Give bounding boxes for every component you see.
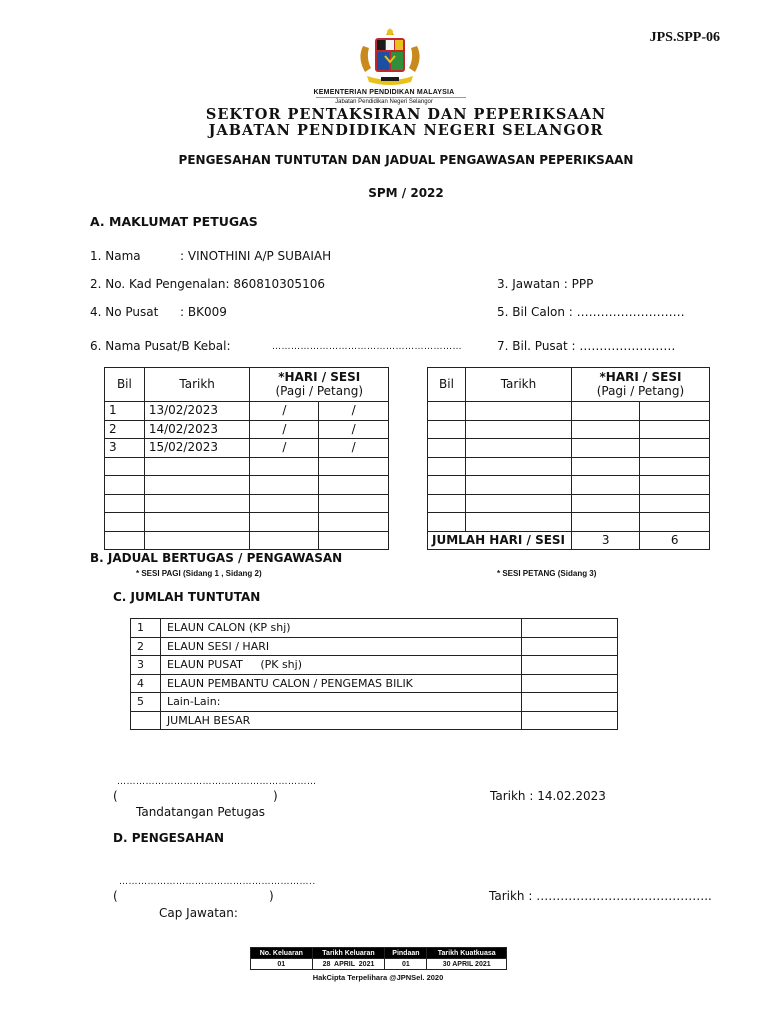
claim-no: 3 bbox=[131, 656, 161, 675]
paren-open: ( bbox=[113, 789, 118, 803]
claim-no: 1 bbox=[131, 619, 161, 638]
bil-pusat: 7. Bil. Pusat : …………………… bbox=[497, 339, 676, 353]
empty-row bbox=[428, 476, 710, 495]
row-petang: / bbox=[319, 439, 389, 458]
nama-pusat-label: 6. Nama Pusat/B Kebal: bbox=[90, 339, 231, 353]
cap-label: Cap Jawatan: bbox=[159, 906, 238, 920]
row-pagi: / bbox=[250, 420, 319, 439]
bil-calon: 5. Bil Calon : ……………………… bbox=[497, 305, 685, 319]
signature-label: Tandatangan Petugas bbox=[136, 805, 266, 819]
row-bil: 3 bbox=[105, 439, 145, 458]
table-header-row bbox=[428, 368, 710, 402]
schedule-table-left bbox=[104, 367, 389, 550]
table-row bbox=[131, 619, 618, 638]
claim-amount bbox=[522, 619, 618, 638]
claim-amount bbox=[522, 693, 618, 712]
row-tarikh: 14/02/2023 bbox=[144, 420, 250, 439]
empty-row bbox=[428, 457, 710, 476]
claim-amount bbox=[522, 711, 618, 730]
pagi-petang-label: (Pagi / Petang) bbox=[275, 384, 363, 398]
empty-row bbox=[428, 402, 710, 421]
table-row bbox=[131, 637, 618, 656]
empty-row bbox=[105, 513, 389, 532]
footer-value: 01 bbox=[251, 959, 313, 970]
nama-label: 1. Nama bbox=[90, 249, 141, 263]
table-row bbox=[131, 674, 618, 693]
col-bil: Bil bbox=[428, 368, 466, 402]
footer-header: No. Keluaran bbox=[251, 948, 313, 959]
note-pagi: * SESI PAGI (Sidang 1 , Sidang 2) bbox=[136, 569, 262, 578]
row-petang: / bbox=[319, 402, 389, 421]
claim-label: ELAUN SESI / HARI bbox=[160, 637, 521, 656]
empty-row bbox=[105, 457, 389, 476]
footer-value: 28 APRIL 2021 bbox=[312, 959, 385, 970]
footer-header-row bbox=[251, 948, 507, 959]
col-tarikh: Tarikh bbox=[144, 368, 250, 402]
pagi-petang-label: (Pagi / Petang) bbox=[596, 384, 685, 398]
total-petang: 6 bbox=[640, 531, 710, 550]
copyright: HakCipta Terpelihara @JPNSel. 2020 bbox=[312, 973, 444, 982]
pusat-label: 4. No Pusat bbox=[90, 305, 159, 319]
nama-pusat-value: …………………………………………………… bbox=[272, 342, 462, 352]
nama-value: : VINOTHINI A/P SUBAIAH bbox=[180, 249, 332, 263]
sector-title-line2: JABATAN PENDIDIKAN NEGERI SELANGOR bbox=[208, 122, 604, 139]
paren-close: ) bbox=[273, 789, 278, 803]
signature-line: ……………………………………………………… bbox=[117, 777, 317, 787]
pengesahan-date: Tarikh : …………………………………….. bbox=[489, 889, 712, 903]
malaysia-coat-of-arms-icon bbox=[355, 26, 425, 88]
table-row bbox=[105, 439, 389, 458]
table-header-row bbox=[105, 368, 389, 402]
section-a-heading: A. MAKLUMAT PETUGAS bbox=[90, 214, 258, 229]
document-code: JPS.SPP-06 bbox=[649, 30, 720, 45]
claim-amount bbox=[522, 674, 618, 693]
ministry-name: KEMENTERIAN PENDIDIKAN MALAYSIA bbox=[313, 89, 455, 96]
row-pagi: / bbox=[250, 402, 319, 421]
footer-header: Pindaan bbox=[385, 948, 427, 959]
col-tarikh: Tarikh bbox=[465, 368, 571, 402]
section-b-heading: B. JADUAL BERTUGAS / PENGAWASAN bbox=[90, 551, 343, 565]
claim-label: Lain-Lain: bbox=[160, 693, 521, 712]
department-small: Jabatan Pendidikan Negeri Selangor bbox=[335, 99, 433, 105]
row-tarikh: 15/02/2023 bbox=[144, 439, 250, 458]
col-hari-sesi bbox=[250, 368, 389, 402]
issue-info-table bbox=[250, 947, 507, 970]
table-row bbox=[131, 693, 618, 712]
empty-row bbox=[428, 494, 710, 513]
hari-sesi-label: *HARI / SESI bbox=[278, 370, 361, 384]
ministry-divider bbox=[316, 97, 466, 98]
row-pagi: / bbox=[250, 439, 319, 458]
claim-label: ELAUN CALON (KP shj) bbox=[160, 619, 521, 638]
note-petang: * SESI PETANG (Sidang 3) bbox=[497, 569, 597, 578]
section-c-heading: C. JUMLAH TUNTUTAN bbox=[113, 590, 261, 604]
footer-value: 01 bbox=[385, 959, 427, 970]
claim-amount bbox=[522, 656, 618, 675]
row-tarikh: 13/02/2023 bbox=[144, 402, 250, 421]
schedule-table-right bbox=[427, 367, 710, 550]
col-bil: Bil bbox=[105, 368, 145, 402]
claim-no: 5 bbox=[131, 693, 161, 712]
footer-header: Tarikh Kuatkuasa bbox=[427, 948, 507, 959]
document-title: PENGESAHAN TUNTUTAN DAN JADUAL PENGAWASAN PEPERIKSAAN bbox=[178, 153, 634, 167]
table-row bbox=[131, 656, 618, 675]
total-row bbox=[428, 531, 710, 550]
footer-value: 30 APRIL 2021 bbox=[427, 959, 507, 970]
claim-label: JUMLAH BESAR bbox=[160, 711, 521, 730]
row-bil: 2 bbox=[105, 420, 145, 439]
empty-row bbox=[105, 476, 389, 495]
claim-no bbox=[131, 711, 161, 730]
row-petang: / bbox=[319, 420, 389, 439]
claim-amount bbox=[522, 637, 618, 656]
empty-row bbox=[428, 439, 710, 458]
footer-header: Tarikh Keluaran bbox=[312, 948, 385, 959]
footer-value-row bbox=[251, 959, 507, 970]
cap-line: …………………………………………………….. bbox=[119, 877, 316, 887]
paren-close: ) bbox=[269, 889, 274, 903]
row-bil: 1 bbox=[105, 402, 145, 421]
claims-table bbox=[130, 618, 618, 730]
sector-title-line1: SEKTOR PENTAKSIRAN DAN PEPERIKSAAN bbox=[205, 106, 607, 123]
empty-row bbox=[105, 494, 389, 513]
hari-sesi-label: *HARI / SESI bbox=[599, 370, 682, 384]
total-pagi: 3 bbox=[571, 531, 640, 550]
empty-row bbox=[428, 513, 710, 532]
jawatan: 3. Jawatan : PPP bbox=[497, 277, 594, 291]
total-row bbox=[131, 711, 618, 730]
table-row bbox=[105, 420, 389, 439]
pusat-value: : BK009 bbox=[180, 305, 227, 319]
col-hari-sesi bbox=[571, 368, 709, 402]
table-row bbox=[105, 402, 389, 421]
ic-number: 2. No. Kad Pengenalan: 860810305106 bbox=[90, 277, 325, 291]
exam-title: SPM / 2022 bbox=[368, 186, 444, 200]
total-label: JUMLAH HARI / SESI bbox=[428, 531, 572, 550]
signature-date: Tarikh : 14.02.2023 bbox=[490, 789, 606, 803]
claim-no: 2 bbox=[131, 637, 161, 656]
section-d-heading: D. PENGESAHAN bbox=[113, 831, 225, 845]
empty-row bbox=[428, 420, 710, 439]
empty-row bbox=[105, 531, 389, 550]
claim-label: ELAUN PEMBANTU CALON / PENGEMAS BILIK bbox=[160, 674, 521, 693]
paren-open: ( bbox=[113, 889, 118, 903]
claim-no: 4 bbox=[131, 674, 161, 693]
claim-label: ELAUN PUSAT (PK shj) bbox=[160, 656, 521, 675]
